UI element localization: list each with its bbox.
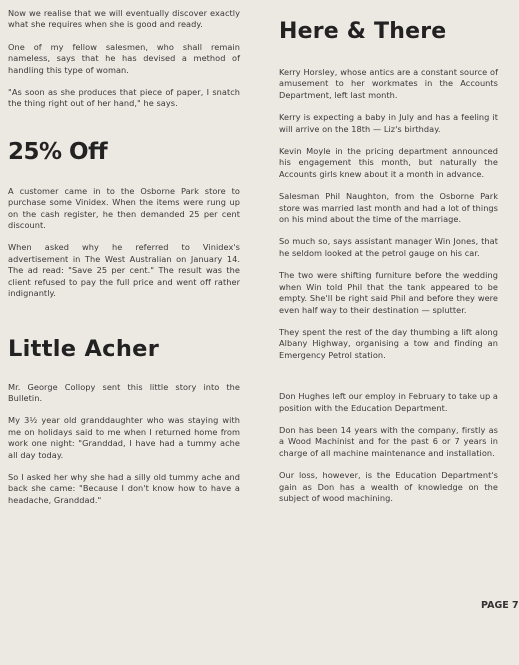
intro-paragraph: "As soon as she produces that piece of paper, I snatch the thing right out of her hand," he says.: [8, 87, 240, 109]
here-paragraph: Kevin Moyle in the pricing department announced his engagement this month, but naturally the Accounts girls knew about it a month in advance.: [279, 146, 498, 179]
here-paragraph: So much so, says assistant manager Win Jones, that he seldom looked at the petrol gauge on his car.: [279, 236, 498, 258]
heading-25-off: 25% Off: [8, 138, 108, 165]
don-paragraph: Our loss, however, is the Education Department's gain as Don has a wealth of knowledge on the subject of wood machining.: [279, 470, 498, 503]
left-column: [8, 8, 240, 506]
off-paragraph: When asked why he referred to Vinidex's advertisement in The West Australian on January 14. The ad read: "Save 25 per cent." The result was the client refused to pay the full price and went off rather indignantly.: [8, 242, 240, 299]
intro-paragraph: Now we realise that we will eventually discover exactly what she requires when she is good and ready.: [8, 8, 240, 30]
heading-here-and-there: Here & There: [279, 19, 447, 44]
off-paragraph: A customer came in to the Osborne Park store to purchase some Vinidex. When the items were rung up on the cash register, he then demanded 25 per cent discount.: [8, 185, 240, 231]
here-paragraph: Salesman Phil Naughton, from the Osborne Park store was married last month and had a lot of things on his mind about the time of the marriage.: [279, 191, 498, 225]
here-paragraph: The two were shifting furniture before the wedding when Win told Phil that the tank appeared to be empty. She'll be right said Phil and before they were even half way to their destination — splutter.: [279, 270, 498, 315]
don-paragraph: Don has been 14 years with the company, firstly as a Wood Machinist and for the past 6 or 7 years in charge of all machine maintenance and installation.: [279, 424, 498, 458]
page-number: PAGE 7: [481, 600, 519, 611]
intro-paragraph: One of my fellow salesmen, who shall remain nameless, says that he has devised a method of handling this type of woman.: [8, 41, 240, 75]
acher-paragraph: So I asked her why she had a silly old tummy ache and back she came: "Because I don't know how to have a headache, Granddad.": [8, 471, 240, 505]
right-column: [279, 18, 498, 504]
acher-paragraph: Mr. George Collopy sent this little story into the Bulletin.: [8, 381, 240, 403]
don-hughes-section: [279, 391, 498, 504]
acher-paragraph: My 3½ year old granddaughter who was staying with me on holidays said to me when I returned home from work one night: "Granddad, I have had a tummy ache all day today.: [8, 415, 240, 460]
heading-little-acher: Little Acher: [8, 335, 160, 362]
don-paragraph: Don Hughes left our employ in February to take up a position with the Education Department.: [279, 391, 498, 413]
here-paragraph: Kerry is expecting a baby in July and has a feeling it will arrive on the 18th — Liz's birthday.: [279, 112, 498, 134]
here-paragraph: They spent the rest of the day thumbing a lift along Albany Highway, organising a tow and finding an Emergency Petrol station.: [279, 326, 498, 360]
here-paragraph: Kerry Horsley, whose antics are a constant source of amusement to her workmates in the Accounts Department, left last month.: [279, 67, 498, 100]
